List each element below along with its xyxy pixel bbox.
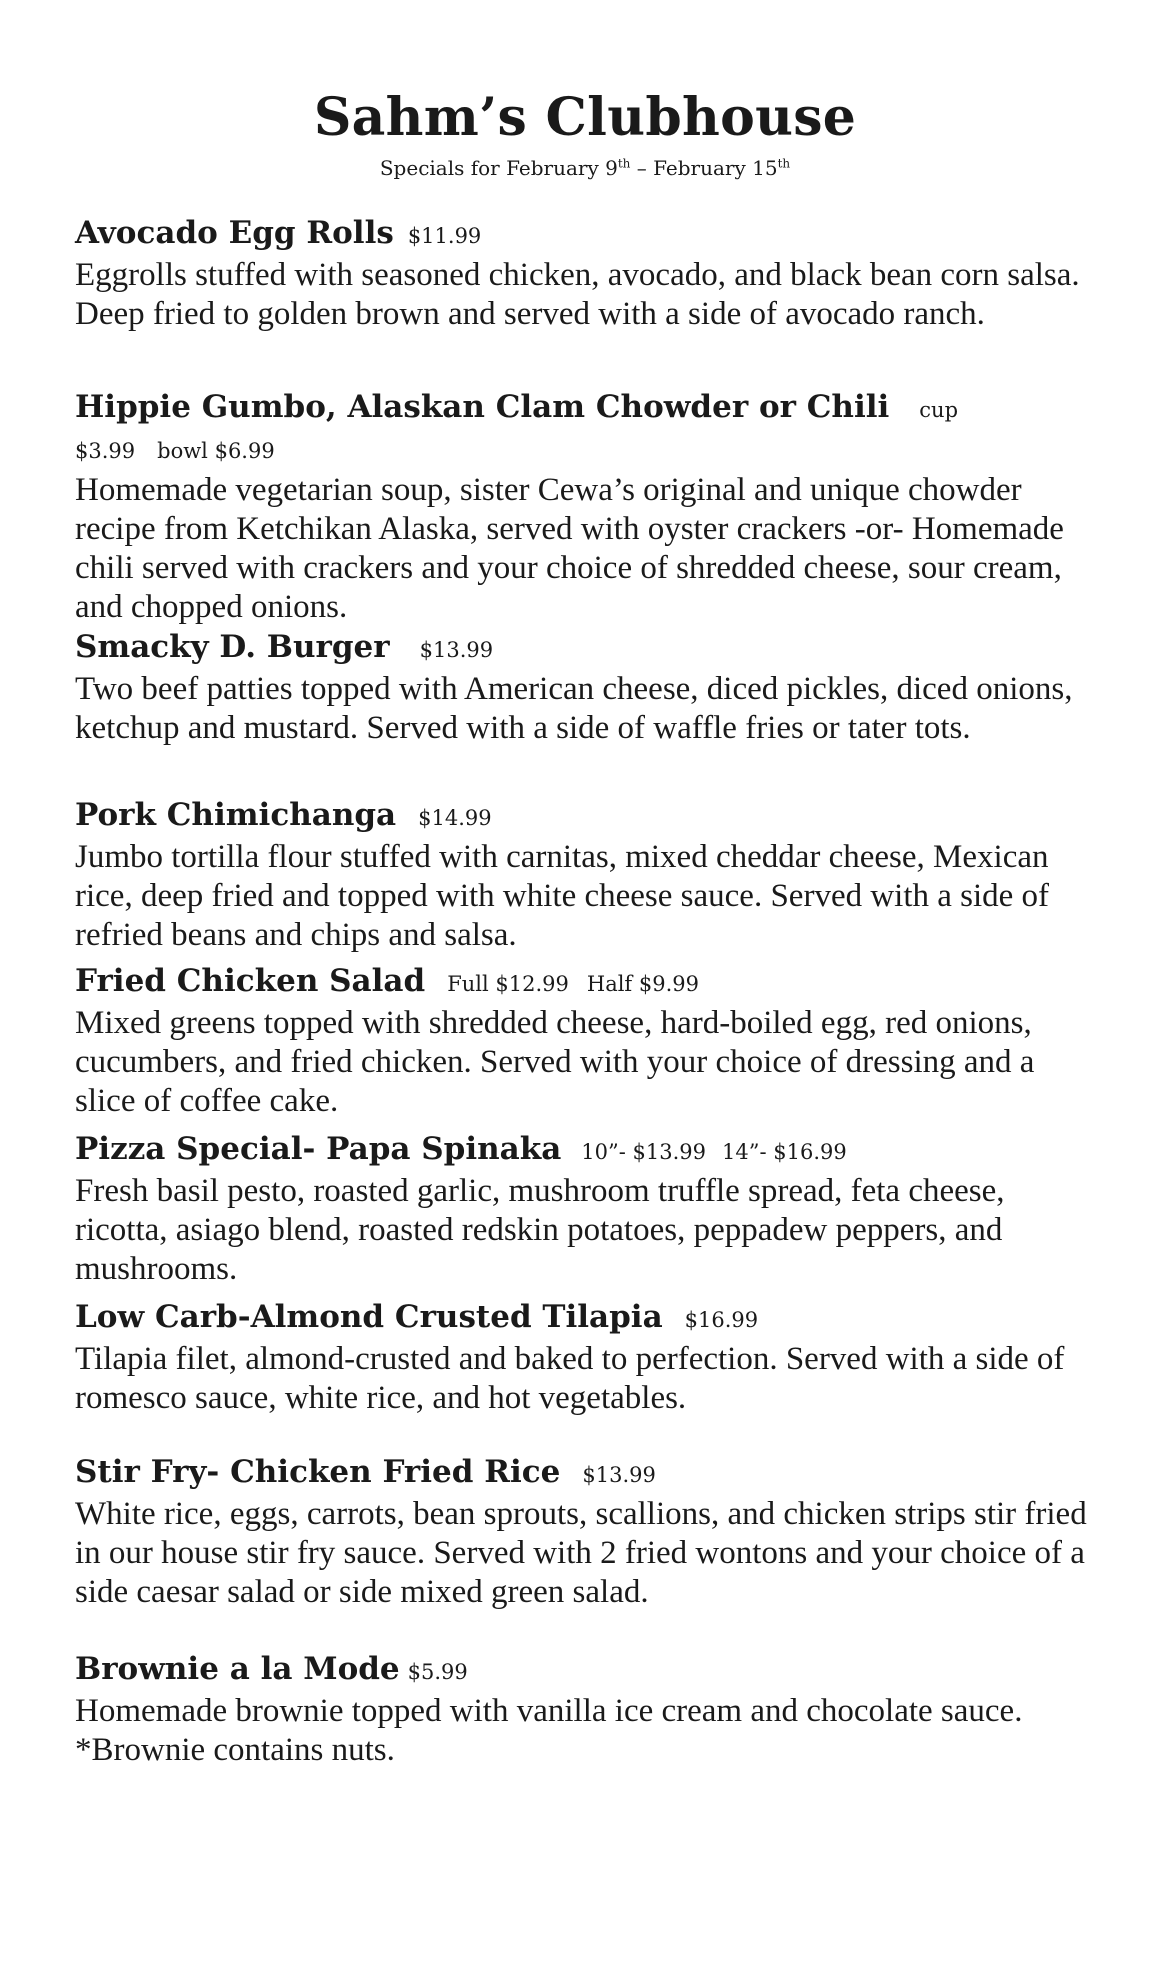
menu-item-price: $5.99	[407, 1660, 468, 1684]
menu-item-price-full: Full $12.99	[447, 972, 569, 996]
menu-item-description: Homemade brownie topped with vanilla ice cream and chocolate sauce. *Brownie contains nuts.	[75, 1693, 1023, 1768]
subtitle-end-ordinal: th	[777, 156, 791, 171]
subtitle-start-ordinal: th	[617, 156, 631, 171]
menu-item-description: Mixed greens topped with shredded cheese, hard-boiled egg, red onions, cucumbers, and fried chicken. Served with your choice of dressing and a slice of coffee cake.	[75, 1005, 1035, 1119]
menu-item-name: Brownie a la Mode	[75, 1651, 400, 1687]
menu-item-hippie-gumbo	[75, 388, 1095, 627]
menu-item-description: Two beef patties topped with American cheese, diced pickles, diced onions, ketchup and mustard. Served with a side of waffle fries or tater tots.	[75, 671, 1073, 746]
menu-item-heading	[75, 1650, 1095, 1691]
menu-item-heading	[75, 1298, 1095, 1339]
menu-item-heading	[75, 1130, 1095, 1171]
menu-item-name: Smacky D. Burger	[75, 629, 390, 665]
menu-item-name: Pork Chimichanga	[75, 797, 397, 833]
menu-item-avocado-egg-rolls	[75, 214, 1095, 334]
subtitle-mid: – February 15	[630, 156, 778, 180]
menu-item-description: Homemade vegetarian soup, sister Cewa’s original and unique chowder recipe from Ketchikan Alaska, served with oyster crackers -or- Homemade chili served with crackers and your choice of shredded cheese, sour cream, and chopped onions.	[75, 472, 1064, 625]
menu-item-price: $11.99	[407, 224, 482, 248]
menu-item-pork-chimichanga	[75, 796, 1095, 955]
menu-item-heading	[75, 388, 1095, 470]
menu-item-name: Avocado Egg Rolls	[75, 215, 394, 251]
menu-item-price: $14.99	[418, 806, 492, 830]
menu-item-price: $13.99	[419, 638, 494, 662]
menu-item-price-half: Half $9.99	[586, 972, 699, 996]
subtitle-start: Specials for February 9	[379, 156, 618, 180]
menu-item-price-10-inch: 10”- $13.99	[581, 1140, 707, 1164]
menu-item-heading	[75, 628, 1095, 669]
menu-item-name: Pizza Special- Papa Spinaka	[75, 1131, 562, 1167]
menu-item-name: Low Carb-Almond Crusted Tilapia	[75, 1299, 663, 1335]
menu-item-price-cup: cup $3.99	[75, 398, 959, 463]
menu-item-fried-chicken-salad	[75, 962, 1095, 1121]
menu-item-chicken-fried-rice	[75, 1453, 1095, 1612]
menu-item-price: $16.99	[684, 1308, 759, 1332]
menu-item-price-bowl: bowl $6.99	[157, 439, 275, 463]
menu-item-almond-crusted-tilapia	[75, 1298, 1095, 1418]
menu-item-price: $13.99	[582, 1463, 656, 1487]
menu-item-description: Eggrolls stuffed with seasoned chicken, avocado, and black bean corn salsa. Deep fried to golden brown and served with a side of avocado ranch.	[75, 257, 1080, 332]
menu-item-heading	[75, 962, 1095, 1003]
menu-item-description: Fresh basil pesto, roasted garlic, mushroom truffle spread, feta cheese, ricotta, asiago blend, roasted redskin potatoes, peppadew peppers, and mushrooms.	[75, 1173, 1005, 1287]
menu-item-heading	[75, 214, 1095, 255]
menu-item-description: White rice, eggs, carrots, bean sprouts, scallions, and chicken strips stir fried in our house stir fry sauce. Served with 2 fried wontons and your choice of a side caesar salad or side mixed green salad.	[75, 1496, 1087, 1610]
menu-item-description: Tilapia filet, almond-crusted and baked to perfection. Served with a side of romesco sauce, white rice, and hot vegetables.	[75, 1341, 1065, 1416]
menu-item-price-14-inch: 14”- $16.99	[722, 1140, 847, 1164]
page-subtitle	[0, 155, 1170, 181]
menu-item-brownie-a-la-mode	[75, 1650, 1095, 1770]
menu-item-heading	[75, 796, 1095, 837]
page-title: Sahm’s Clubhouse	[313, 87, 857, 148]
menu-item-name: Fried Chicken Salad	[75, 963, 426, 999]
menu-item-name: Hippie Gumbo, Alaskan Clam Chowder or Chili	[75, 389, 890, 425]
menu-item-name: Stir Fry- Chicken Fried Rice	[75, 1454, 561, 1490]
menu-item-description: Jumbo tortilla flour stuffed with carnitas, mixed cheddar cheese, Mexican rice, deep fried and topped with white cheese sauce. Served with a side of refried beans and chips and salsa.	[75, 839, 1050, 953]
menu-item-pizza-special	[75, 1130, 1095, 1289]
menu-item-smacky-d-burger	[75, 628, 1095, 748]
menu-item-heading	[75, 1453, 1095, 1494]
